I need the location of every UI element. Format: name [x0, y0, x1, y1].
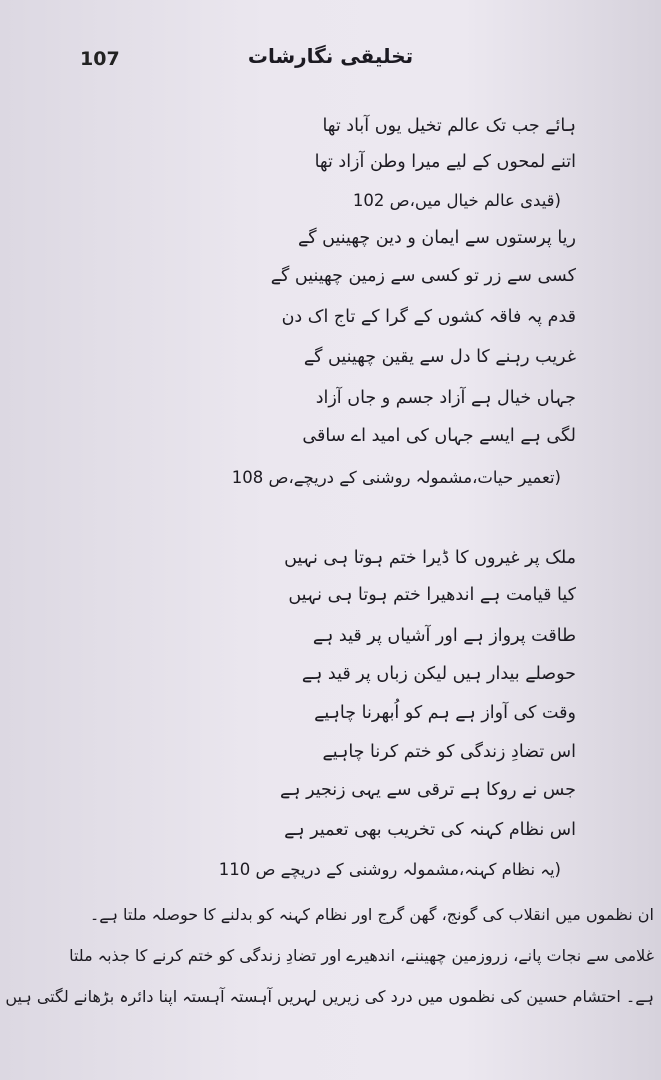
paragraph-line: ان نظموں میں انقلاب کی گونج، گھن گرج اور نظام کہنہ کو بدلنے کا حوصلہ ملتا ہے۔ — [89, 905, 654, 924]
verse-line: جہاں خیال ہے آزاد جسم و جاں آزاد — [315, 388, 576, 408]
verse-line: وقت کی آواز ہے ہم کو اُبھرنا چاہیے — [314, 703, 576, 723]
verse-line: حوصلے بیدار ہیں لیکن زباں پر قید ہے — [301, 664, 576, 684]
paragraph-line: غلامی سے نجات پانے، زروزمین چھیننے، اندھیرے اور تضادِ زندگی کو ختم کرنے کا جذبہ ملتا — [69, 946, 654, 965]
verse-line: جس نے روکا ہے ترقی سے یہی زنجیر ہے — [280, 780, 576, 800]
verse-reference: (یہ نظام کہنہ،مشمولہ روشنی کے دریچے ص 110 — [218, 860, 561, 879]
verse-line: طاقت پرواز ہے اور آشیاں پر قید ہے — [312, 626, 576, 646]
page-number: 107 — [80, 48, 120, 70]
verse-line: کسی سے زر تو کسی سے زمین چھینیں گے — [270, 266, 576, 286]
verse-reference: (قیدی عالم خیال میں،ص 102 — [352, 191, 561, 210]
verse-line: لگی ہے ایسے جہاں کی امید اے ساقی — [302, 426, 576, 446]
verse-line: ریا پرستوں سے ایمان و دین چھینیں گے — [298, 228, 576, 248]
verse-line: اس نظام کہنہ کی تخریب بھی تعمیر ہے — [284, 820, 576, 840]
running-title: تخلیقی نگارشات — [247, 44, 414, 68]
verse-line: ملک پر غیروں کا ڈیرا ختم ہوتا ہی نہیں — [284, 548, 576, 568]
verse-line: کیا قیامت ہے اندھیرا ختم ہوتا ہی نہیں — [288, 585, 576, 605]
verse-line: قدم پہ فاقہ کشوں کے گرا کے تاج اک دن — [281, 307, 576, 327]
paragraph-line: ہے۔ احتشام حسین کی نظموں میں درد کی زیریں لہریں آہستہ آہستہ اپنا دائرہ بڑھانے لگتی ہیں — [5, 987, 654, 1006]
verse-line: اتنے لمحوں کے لیے میرا وطن آزاد تھا — [314, 152, 576, 172]
verse-line: اس تضادِ زندگی کو ختم کرنا چاہیے — [322, 742, 576, 762]
verse-reference: (تعمیر حیات،مشمولہ روشنی کے دریچے،ص 108 — [231, 468, 561, 487]
verse-line: غریب رہنے کا دل سے یقین چھینیں گے — [303, 347, 576, 367]
verse-line: ہائے جب تک عالم تخیل یوں آباد تھا — [322, 116, 576, 136]
